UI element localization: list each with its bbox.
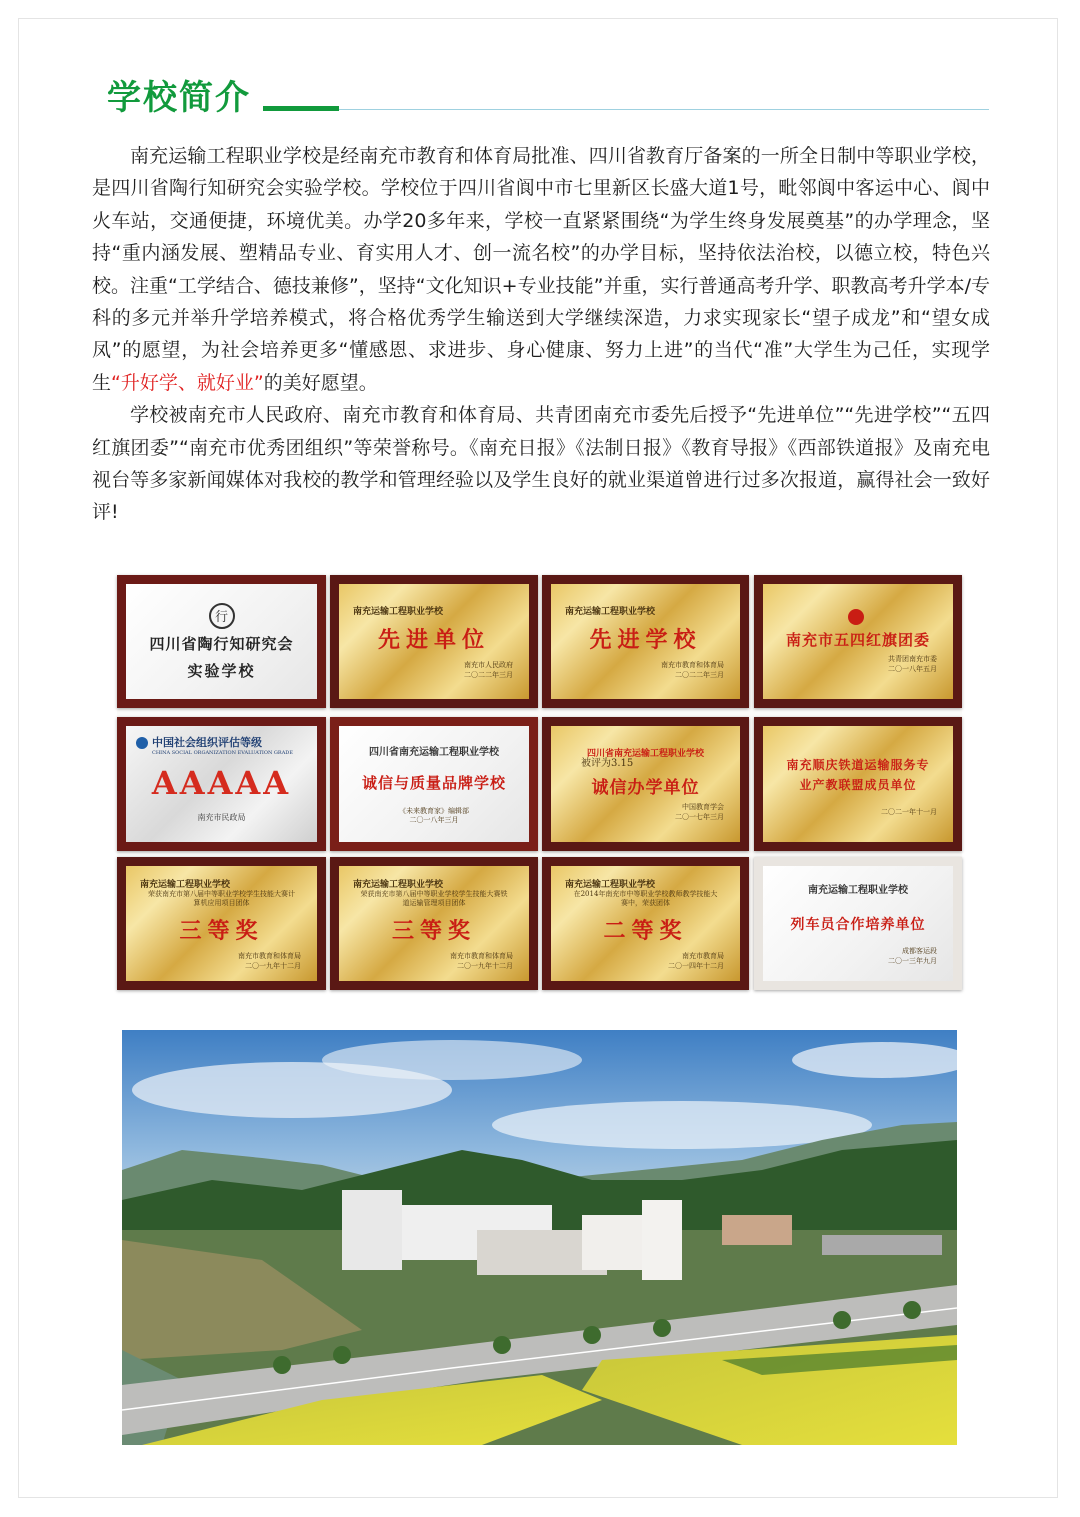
building [642,1200,682,1280]
building [342,1190,402,1270]
plaque-10-date: 二〇一九年十二月 [457,961,513,970]
intro-p1-end: 的美好愿望。 [263,371,378,394]
plaque-6-date: 二〇一八年三月 [409,816,459,824]
tree [583,1326,601,1344]
plaque-9-desc: 荣获南充市第八届中等职业学校学生技能大赛计算机应用项目团体 [148,889,295,907]
campus-aerial-photo [122,1030,957,1445]
plaque-11-school: 南充运输工程职业学校 [565,879,656,890]
plaque-second-prize-teaching [542,857,749,990]
building [722,1215,792,1245]
plaque-2-title: 先进单位 [377,626,490,653]
plaque-integrity-brand [330,717,538,851]
league-badge-icon [848,609,864,625]
plaque-11-desc: 在2014年南充市中等职业学校教师教学技能大赛中，荣获团体 [573,889,718,907]
plaque-8-date: 二〇二一年十一月 [881,808,937,816]
intro-paragraph-2: 学校被南充市人民政府、南充市教育和体育局、共青团南充市委先后授予“先进单位”“先进学校”“五四红旗团委”“南充市优秀团组织”等荣誉称号。《南充日报》《法制日报》《教育导报》《西部铁道报》及南充电视台等多家新闻媒体对我校的教学和管理经验以及学生良好的就业渠道曾进行过多次报道，赢得社会一致好评! [92,404,990,524]
plaque-advanced-school [542,575,749,708]
honor-plaques [117,575,962,990]
plaque-10-desc: 荣获南充市第八届中等职业学校学生技能大赛铁道运输管理项目团体 [360,889,508,907]
plaque-10-school: 南充运输工程职业学校 [353,879,444,890]
plaque-6-school: 四川省南充运输工程职业学校 [369,747,499,758]
plaque-5-issuer: 南充市民政局 [197,813,246,822]
plaque-train-attendant [754,857,962,990]
cloud [322,1040,582,1080]
plaque-11-title: 二等奖 [603,917,688,944]
plaque-alliance-member [754,717,962,851]
tree [903,1301,921,1319]
plaque-honest-school [542,717,749,851]
plaque-11-date: 二〇一四年十二月 [668,961,724,970]
plaque-5-org-en: CHINA SOCIAL ORGANIZATION EVALUATION GRADE [152,750,293,756]
plaque-1-subtitle: 实验学校 [187,661,256,680]
plaque-1-title: 四川省陶行知研究会 [149,634,294,653]
plaque-10-title: 三等奖 [391,917,476,944]
plaque-4-date: 二〇一八年五月 [888,665,937,673]
plaque-5-grade: AAAAA [151,764,292,802]
plaque-third-prize-computer [117,857,326,990]
plaque-6-issuer: 《未来教育家》编辑部 [399,807,469,815]
plaque-3-date: 二〇二二年三月 [675,670,724,679]
tree [653,1319,671,1337]
plaque-youth-league [754,575,962,708]
title-rule [339,109,989,110]
plaque-9-issuer: 南充市教育和体育局 [238,951,301,960]
tree [333,1346,351,1364]
plaque-8-title: 南充顺庆铁道运输服务专业产教联盟成员单位 [786,758,930,792]
plaque-third-prize-railway [330,857,538,990]
plaque-12-title: 列车员合作培养单位 [790,917,926,933]
plaque-11-issuer: 南充市教育局 [682,951,724,960]
calligraphy-logo-icon: 行 [209,603,235,629]
intro-paragraph-1 [92,140,990,399]
tree [493,1336,511,1354]
intro-text [92,140,990,529]
plaque-5-org [136,734,262,750]
plaque-7-issuer: 中国教育学会 [682,803,724,811]
plaque-9-school: 南充运输工程职业学校 [140,879,231,890]
plaque-12-issuer: 成都客运段 [902,947,937,955]
plaque-7-date: 二〇一七年三月 [675,813,724,821]
tree [273,1356,291,1374]
plaque-12-date: 二〇一三年九月 [888,957,937,965]
intro-p1-text: 南充运输工程职业学校是经南充市教育和体育局批准、四川省教育厅备案的一所全日制中等职业学校，是四川省陶行知研究会实验学校。学校位于四川省阆中市七里新区长盛大道1号，毗邻阆中客运中心、阆中火车站，交通便捷，环境优美。办学20多年来，学校一直紧紧围绕“为学生终身发展奠基”的办学理念，坚持“重内涵发展、塑精品专业、育实用人才、创一流名校”的办学目标，坚持依法治校，以德立校，特色兴校。注重“工学结合、德技兼修”，坚持“文化知识+专业技能”并重，实行普通高考升学、职教高考升学本/专科的多元并举升学培养模式，将合格优秀学生输送到大学继续深造，力求实现家长“望子成龙”和“望女成凤”的愿望，为社会培养更多“懂感恩、求进步、身心健康、努力上进”的当代“准”大学生为己任，实现学生 [92,145,990,394]
plaque-10-issuer: 南充市教育和体育局 [450,951,513,960]
plaque-3-school: 南充运输工程职业学校 [565,606,656,617]
page-title: 学校简介 [107,78,251,118]
title-underline [263,106,339,111]
plaque-12-school: 南充运输工程职业学校 [808,885,908,896]
plaque-4-issuer: 共青团南充市委 [888,655,937,663]
plaque-aaaaa-rating [117,717,326,851]
plaque-2-school: 南充运输工程职业学校 [353,606,444,617]
tree [833,1311,851,1329]
plaque-9-date: 二〇一九年十二月 [245,961,301,970]
plaque-4-title: 南充市五四红旗团委 [785,631,930,649]
campus-scene [122,1030,957,1445]
plaque-6-title: 诚信与质量品牌学校 [361,774,506,792]
plaque-2-issuer: 南充市人民政府 [464,660,513,669]
plaque-9-title: 三等奖 [179,917,264,944]
rating-logo-icon [136,737,148,749]
plaque-7-title: 诚信办学单位 [591,778,700,798]
plaque-7-line: 被评为3.15 [581,758,634,769]
plaque-research-society [117,575,326,708]
plaque-3-issuer: 南充市教育和体育局 [661,660,724,669]
building [822,1235,942,1255]
plaque-advanced-unit [330,575,538,708]
plaque-2-date: 二〇二二年三月 [464,670,513,679]
plaque-7-school: 四川省南充运输工程职业学校 [586,749,704,759]
plaque-3-title: 先进学校 [589,626,702,653]
plaque-5-org-text: 中国社会组织评估等级 [152,736,262,749]
intro-highlight: “升好学、就好业” [111,371,264,394]
